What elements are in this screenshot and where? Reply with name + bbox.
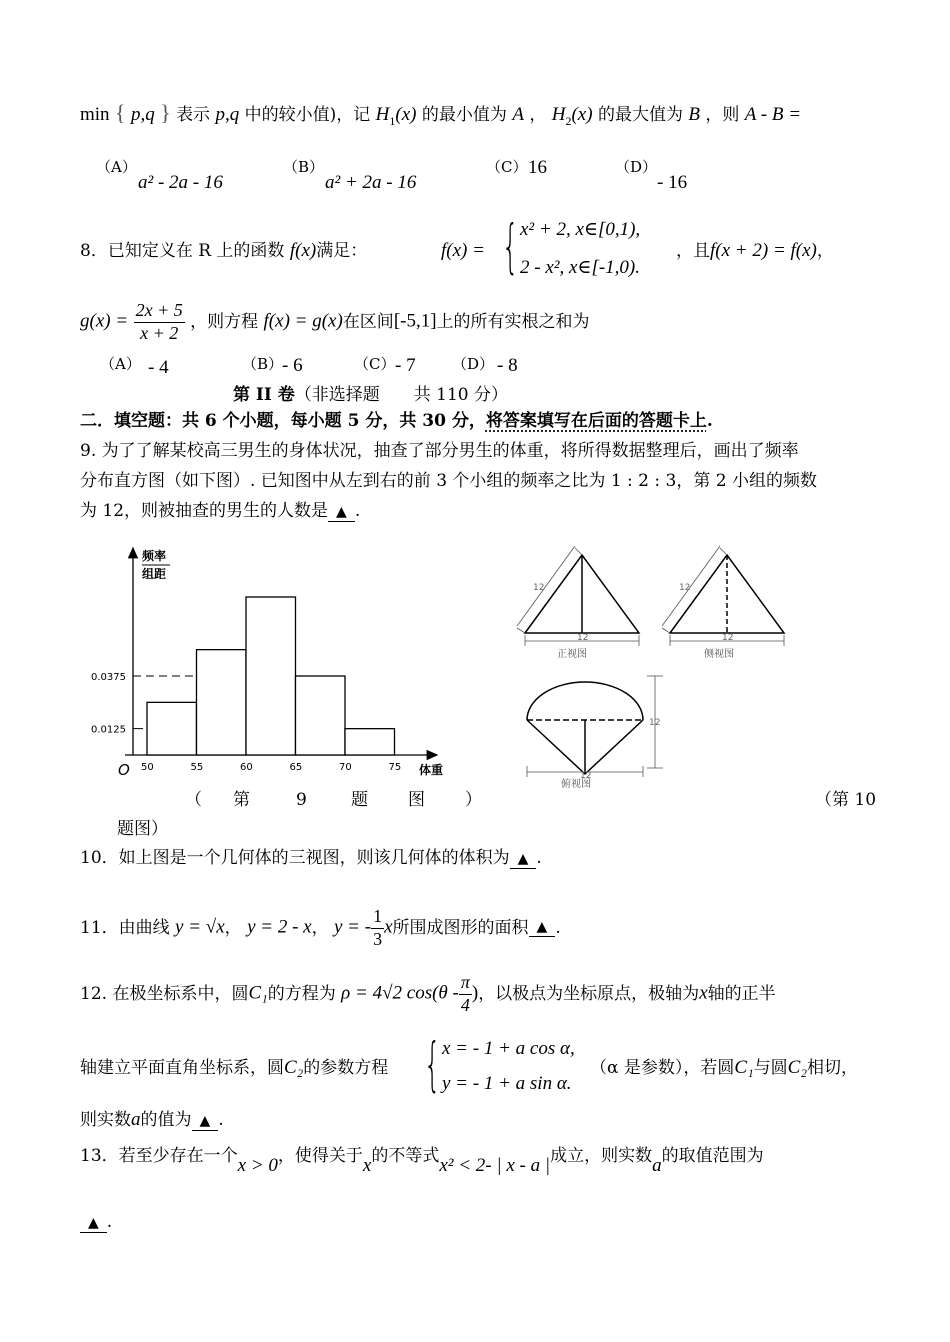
q12-pi-frac: $\frac{\pi}{4}$ [460, 972, 470, 1015]
side-dim-slant: 12 [679, 583, 691, 593]
q8-eq: f(x) = g(x) [263, 310, 343, 332]
q8-interval: [-5,1] [393, 310, 437, 332]
histogram [85, 540, 455, 785]
q12-line3: 则实数a的值为 ▲ . [80, 1109, 224, 1130]
front-view-label: 正视图 [557, 649, 587, 660]
x-tick-label: 75 [388, 762, 402, 773]
q9-caption-1: （ [185, 790, 202, 810]
q11-curve3: y = - [334, 916, 372, 938]
q7-min: min [80, 104, 110, 125]
q13-answer-blank: ▲ [80, 1215, 107, 1233]
three-view-figure [505, 538, 795, 788]
q7-text-e: ，则 [705, 105, 740, 125]
q8-opt-b: - 6 [282, 355, 303, 376]
q8-brace: { [502, 212, 519, 280]
q12-param-x: x = - 1 + a cos α, [442, 1038, 575, 1059]
q7-AminusB: A - B = [744, 104, 802, 125]
q9-line2: 分布直方图（如下图）. 已知图中从左到右的前 3 个小组的频率之比为 1 : 2 : 3，第 2 小组的频数 [80, 471, 817, 491]
q7-brace-close: } [160, 100, 171, 125]
bar-65-70 [296, 676, 346, 755]
q8-fx: f(x) [289, 240, 317, 261]
q8-opt-d-label: （D） [452, 355, 495, 373]
y-tick-label: 0.0375 [91, 672, 126, 683]
q9-answer-blank: ▲ [328, 504, 355, 522]
q13-answer-line: ▲ . [80, 1212, 112, 1233]
q8-opt-a-label: （A） [100, 355, 141, 373]
front-dim-base: 12 [577, 633, 589, 643]
x-tick-label: 50 [141, 762, 154, 773]
q9-caption-5: 图 [408, 790, 425, 810]
q9-line1: 9. 为了了解某校高三男生的身体状况，抽查了部分男生的体重，将所得数据整理后，画出了频率 [80, 441, 799, 461]
x-tick-label: 70 [339, 762, 352, 773]
bar-70-75 [345, 729, 395, 755]
q9-caption-4: 题 [351, 790, 368, 810]
q12-param-y: y = - 1 + a sin α. [442, 1073, 572, 1094]
top-dim-base: 12 [580, 771, 592, 781]
top-dim-height: 12 [649, 718, 661, 728]
q13: 13．若至少存在一个x > 0，使得关于x的不等式x² < 2- | x - a |成立，则实数a的取值范围为 [80, 1146, 764, 1176]
q9-caption-6: ） [465, 790, 482, 810]
q7-opt-d: - 16 [657, 172, 688, 193]
q12-eq: ρ = 4√2 cos(θ - [341, 982, 459, 1004]
q7-text-c: 的最小值为 [421, 105, 507, 125]
front-dim-slant: 12 [533, 583, 545, 593]
y-tick-label: 0.0125 [91, 724, 126, 736]
q11: 11．由曲线 y = √x， y = 2 - x， y = - $\frac{1}{3}$ x所围成图形的面积 ▲ . [80, 906, 561, 949]
q7-opt-c: 16 [528, 157, 547, 178]
q9-line3: 为 12，则被抽查的男生的人数是 ▲ . [80, 501, 361, 521]
q12-answer-blank: ▲ [192, 1113, 219, 1131]
q8-g-frac: $\frac{2x + 5}{x + 2}$ [135, 300, 183, 343]
q10-answer-blank: ▲ [510, 851, 537, 869]
q7-opt-c-label: （C） [486, 158, 528, 176]
q8-gx: g(x) = [80, 310, 129, 332]
q8-and: ，且f(x + 2) = f(x)， [676, 240, 834, 261]
q7-B: B [688, 104, 700, 125]
q7-A: A [512, 104, 524, 125]
origin: O [118, 761, 130, 779]
top-view-arc [527, 682, 643, 720]
q8-opt-b-label: （B） [242, 355, 284, 373]
q11-frac: $\frac{1}{3}$ [373, 906, 383, 949]
q10-caption-b: 题图） [117, 819, 168, 839]
side-dim-base: 12 [722, 633, 734, 643]
q7-opt-a-label: （A） [96, 158, 137, 176]
q8-case1: x² + 2, x∈[0,1), [520, 219, 641, 240]
section2-header: 二．填空题：共 6 个小题，每小题 5 分，共 30 分，将答案填写在后面的答题卡上. [80, 411, 713, 431]
bar-55-60 [197, 650, 247, 755]
q7-pq2: p,q [215, 104, 240, 125]
q7-line1 [80, 100, 801, 128]
q8-opt-c: - 7 [395, 355, 416, 376]
q7-h2: $H_2(x)$ [551, 104, 593, 128]
ylabel-bottom: 组距 [142, 567, 167, 581]
ylabel-top: 频率 [142, 549, 167, 563]
q8-opt-c-label: （C） [354, 355, 396, 373]
q12-line2a: 轴建立平面直角坐标系，圆C₂的参数方程 [80, 1057, 389, 1078]
q8-opt-a: - 4 [148, 357, 169, 378]
q11-curve1: y = √x [175, 916, 225, 938]
q10-caption-a: （第 10 [815, 790, 877, 810]
bar-60-65 [246, 597, 296, 755]
q11-answer-blank: ▲ [529, 919, 556, 937]
q7-text-d: 的最大值为 [597, 105, 683, 125]
side-view-label: 侧视图 [704, 649, 734, 660]
q7-opt-b-label: （B） [283, 158, 325, 176]
x-tick-label: 60 [240, 762, 253, 773]
q7-brace-open: { [114, 100, 126, 125]
q8-lead: 8．已知定义在 R 上的函数 f(x)满足： [80, 240, 368, 261]
q8-line2: g(x) = $\frac{2x + 5}{x + 2}$ ，则方程 f(x) = g(x)在区间[-5,1]上的所有实根之和为 [80, 300, 590, 343]
q8-case2: 2 - x², x∈[-1,0). [520, 257, 641, 278]
q11-curve2: y = 2 - x [247, 916, 312, 938]
q9-caption-3: 9 [296, 790, 307, 810]
q12-brace: { [424, 1030, 441, 1098]
q7-h1: $H_1(x)$ [375, 104, 417, 128]
x-tick-label: 65 [289, 762, 303, 773]
q10: 10．如上图是一个几何体的三视图，则该几何体的体积为 ▲ . [80, 848, 542, 868]
bar-50-55 [147, 702, 197, 755]
q7-opt-d-label: （D） [615, 158, 658, 176]
q12-line2b: （α 是参数），若圆C₁与圆C₂相切， [590, 1057, 858, 1078]
q7-opt-b: a² + 2a - 16 [325, 172, 417, 193]
q7-text-a: 表示 [176, 105, 211, 125]
q7-pq: p,q [130, 104, 155, 125]
q8-fx2: f(x) = [441, 240, 485, 261]
top-view-label: 俯视图 [561, 779, 591, 788]
q7-comma: ， [529, 105, 547, 125]
xlabel: 体重 [419, 763, 444, 777]
q7-text-b: 中的较小值)，记 [244, 105, 371, 125]
q7-opt-a: a² - 2a - 16 [138, 172, 223, 193]
part2-header: 第 II 卷（非选择题 共 110 分） [233, 385, 509, 405]
q8-opt-d: - 8 [497, 355, 518, 376]
x-tick-label: 55 [190, 762, 204, 773]
q9-caption-2: 第 [233, 790, 250, 810]
q12-line1: 12. 在极坐标系中，圆C₁的方程为 ρ = 4√2 cos(θ - $\frac{\pi}{4}$ )，以极点为坐标原点，极轴为x轴的正半 [80, 972, 776, 1015]
